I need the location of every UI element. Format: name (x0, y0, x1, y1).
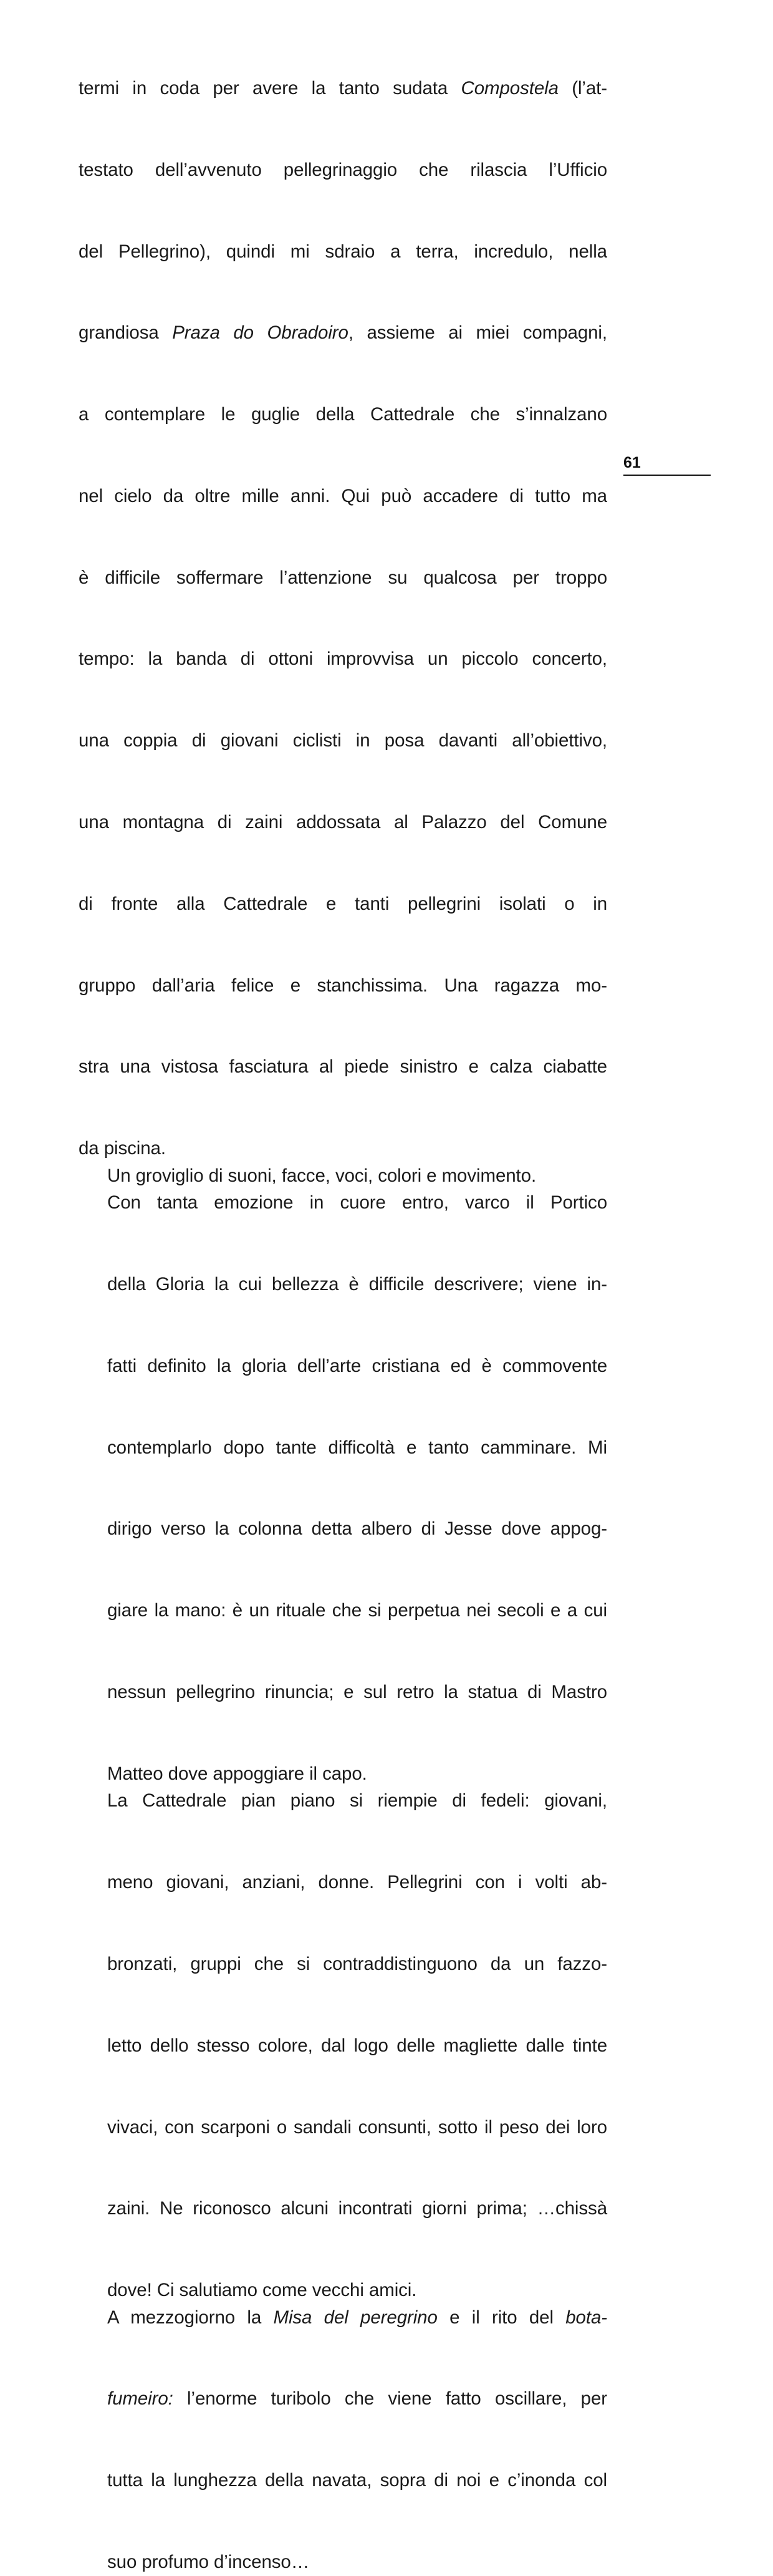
text-line (79, 1053, 607, 1135)
text-line (79, 809, 607, 890)
text-run: della Gloria la cui bellezza è difficile descrivere; viene in- (107, 1274, 607, 1295)
text-line (79, 1760, 607, 1788)
text-run: La Cattedrale pian piano si riempie di fedeli: giovani, (107, 1790, 607, 1811)
text-line (79, 401, 607, 483)
text-line (79, 1951, 607, 2032)
text-line (79, 564, 607, 646)
text-run: giare la mano: è un rituale che si perpetua nei secoli e a cui (107, 1600, 607, 1621)
text-run: , assieme ai miei compagni, (348, 322, 607, 344)
text-line (79, 2304, 607, 2386)
text-line (79, 890, 607, 972)
text-run: suo profumo d’incenso… (107, 2552, 310, 2573)
paragraph (79, 1787, 607, 2303)
text-run: meno giovani, anziani, donne. Pellegrini con i volti ab- (107, 1872, 607, 1893)
page-number: 61 (623, 454, 641, 471)
text-run: di fronte alla Cattedrale e tanti pellegrini isolati o in (79, 893, 607, 914)
text-line (79, 1434, 607, 1516)
text-run: una coppia di giovani ciclisti in posa davanti all’obiettivo, (79, 730, 607, 751)
italic-text: Compostela (461, 78, 559, 99)
text-line (79, 2277, 607, 2304)
text-line (79, 2549, 607, 2576)
text-run: nel cielo da oltre mille anni. Qui può accadere di tutto ma (79, 485, 607, 506)
text-line (79, 75, 607, 157)
text-run: zaini. Ne riconosco alcuni incontrati giorni prima; …chissà (107, 2198, 607, 2219)
text-line (79, 238, 607, 320)
paragraph (79, 2304, 607, 2576)
text-run: Un groviglio di suoni, facce, voci, colori e movimento. (107, 1165, 537, 1186)
text-run: è difficile soffermare l’attenzione su qualcosa per troppo (79, 567, 607, 588)
text-run: Matteo dove appoggiare il capo. (107, 1763, 367, 1784)
text-run: stra una vistosa fasciatura al piede sinistro e calza ciabatte (79, 1056, 607, 1078)
text-line (79, 972, 607, 1054)
text-line (79, 1869, 607, 1951)
text-run: del Pellegrino), quindi mi sdraio a terra, incredulo, nella (79, 241, 607, 262)
text-run: e il rito del (437, 2307, 566, 2328)
text-run: a contemplare le guglie della Cattedrale che s’innalzano (79, 404, 607, 425)
text-line (79, 727, 607, 809)
text-line (79, 1679, 607, 1760)
text-run: tutta la lunghezza della navata, sopra di noi e c’inonda col (107, 2470, 607, 2491)
text-run: letto dello stesso colore, dal logo delle magliette dalle tinte (107, 2035, 607, 2056)
text-line (79, 1515, 607, 1597)
text-line (79, 319, 607, 401)
text-run: bronzati, gruppi che si contraddistinguono da un fazzo- (107, 1953, 607, 1974)
text-run: dirigo verso la colonna detta albero di Jesse dove appog- (107, 1518, 607, 1540)
text-line (79, 1162, 607, 1190)
text-run: dove! Ci salutiamo come vecchi amici. (107, 2280, 417, 2301)
italic-text: fumeiro: (107, 2388, 173, 2410)
text-run: (l’at- (558, 78, 607, 99)
paragraph (79, 1189, 607, 1787)
text-run: gruppo dall’aria felice e stanchissima. Una ragazza mo- (79, 975, 607, 996)
text-run: vivaci, con scarponi o sandali consunti, sotto il peso dei loro (107, 2116, 607, 2138)
text-line (79, 1189, 607, 1271)
paragraph (79, 1162, 607, 1190)
text-run: fatti definito la gloria dell’arte cristiana ed è commovente (107, 1355, 607, 1376)
text-line (79, 645, 607, 727)
text-line (79, 2467, 607, 2549)
italic-text: Praza do Obradoiro (172, 322, 348, 344)
text-run: nessun pellegrino rinuncia; e sul retro la statua di Mastro (107, 1682, 607, 1703)
text-run: grandiosa (79, 322, 173, 344)
text-line (79, 2385, 607, 2467)
text-run: una montagna di zaini addossata al Palazzo del Comune (79, 812, 607, 833)
text-run: da piscina. (79, 1138, 166, 1159)
italic-text: bota- (565, 2307, 607, 2328)
folio-block (623, 453, 717, 476)
text-line (79, 1787, 607, 1869)
text-line (79, 483, 607, 564)
text-line (79, 2032, 607, 2114)
text-run: termi in coda per avere la tanto sudata (79, 78, 461, 99)
text-run: tempo: la banda di ottoni improvvisa un piccolo concerto, (79, 649, 607, 670)
italic-text: Misa del peregrino (273, 2307, 438, 2328)
text-run: Con tanta emozione in cuore entro, varco il Portico (107, 1192, 607, 1213)
text-run: l’enorme turibolo che viene fatto oscillare, per (173, 2388, 607, 2410)
text-run: A mezzogiorno la (107, 2307, 274, 2328)
paragraph (79, 75, 607, 1162)
folio-rule (623, 475, 711, 476)
text-line (79, 1135, 607, 1162)
text-line (79, 2195, 607, 2277)
body-text-column (79, 75, 607, 2576)
text-line (79, 1353, 607, 1434)
text-run: testato dell’avvenuto pellegrinaggio che rilascia l’Ufficio (79, 159, 607, 180)
text-line (79, 2114, 607, 2196)
text-line (79, 1271, 607, 1353)
text-line (79, 1597, 607, 1679)
text-line (79, 157, 607, 238)
text-run: contemplarlo dopo tante difficoltà e tanto camminare. Mi (107, 1437, 607, 1458)
